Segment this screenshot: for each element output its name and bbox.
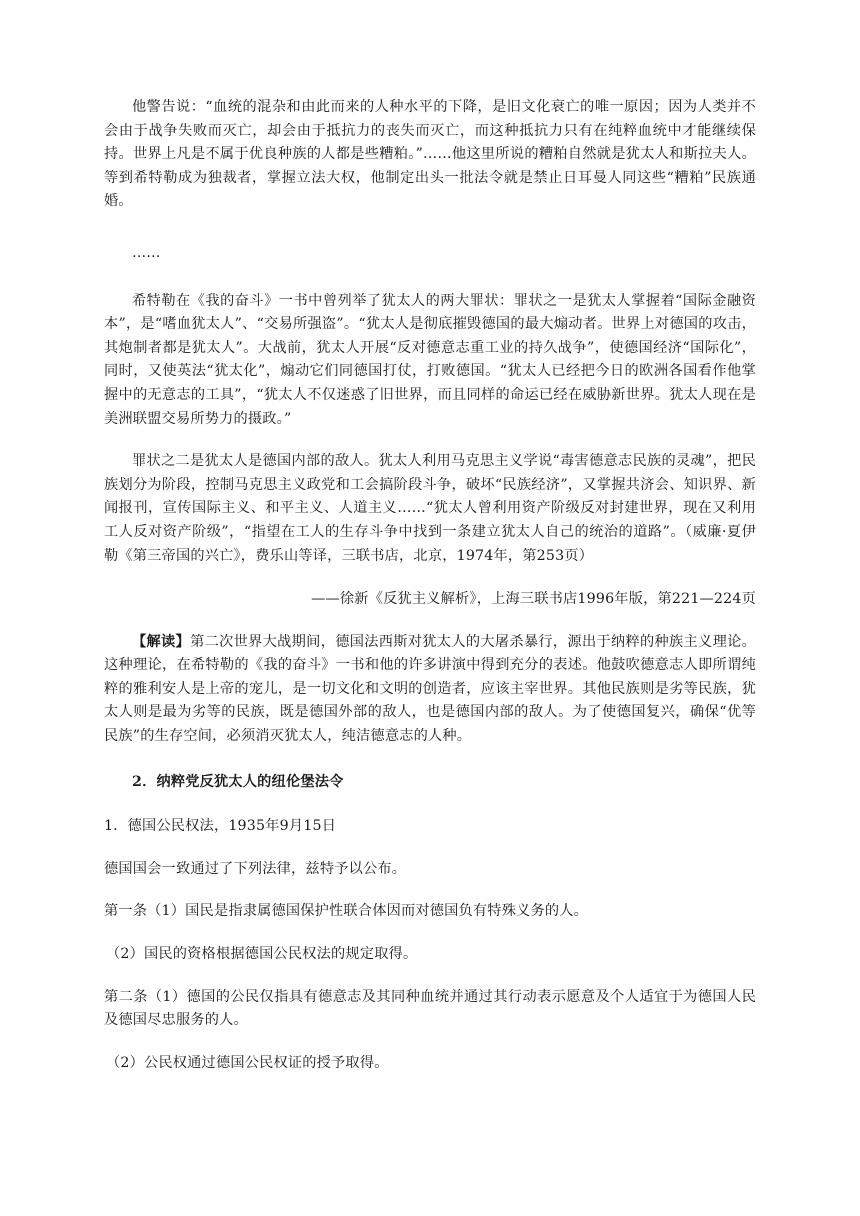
article-2-clause-1: 第二条（1）德国的公民仅指具有德意志及其同种血统并通过其行动表示愿意及个人适宜于为德国人民及德国尽忠服务的人。 [104, 988, 756, 1029]
paragraph-two-crimes: 希特勒在《我的奋斗》一书中曾列举了犹太人的两大罪状：罪状之一是犹太人掌握着“国际金融资本”，是“嗜血犹太人”、“交易所强盗”。“犹太人是彻底摧毁德国的最大煽动者。世界上对德国的攻击，其炮制者都是犹太人”。大战前，犹太人开展“反对德意志重工业的持久战争”，使德国经济“国际化”，同时，又使英法“犹太化”，煽动它们同德国打仗，打败德国。“犹太人已经把今日的欧洲各国看作他掌握中的无意志的工具”，“犹太人不仅迷惑了旧世界，而且同样的命运已经在威胁新世界。犹太人现在是美洲联盟交易所势力的摄政。” [104, 292, 756, 427]
ellipsis-separator: …… [132, 244, 161, 261]
article-1-clause-1: 第一条（1）国民是指隶属德国保护性联合体因而对德国负有特殊义务的人。 [104, 903, 589, 920]
law-preamble: 德国国会一致通过了下列法律，兹特予以公布。 [104, 860, 407, 877]
paragraph-interpretation [104, 631, 756, 749]
section-heading: 2．纳粹党反犹太人的纽伦堡法令 [132, 773, 344, 790]
article-1-clause-2: （2）国民的资格根据德国公民权法的规定取得。 [106, 946, 418, 963]
interpretation-text: 第二次世界大战期间，德国法西斯对犹太人的大屠杀暴行，源出于纳粹的种族主义理论。这种理论，在希特勒的《我的奋斗》一书和他的许多讲演中得到充分的表述。他鼓吹德意志人即所谓纯粹的雅利安人是上帝的宠儿，是一切文化和文明的创造者，应该主宰世界。其他民族则是劣等民族，犹太人则是最为劣等的民族，既是德国外部的敌人，也是德国内部的敌人。为了使德国复兴，确保“优等民族”的生存空间，必须消灭犹太人，纯洁德意志的人种。 [104, 633, 756, 745]
law-title: 1．德国公民权法，1935年9月15日 [104, 818, 337, 835]
paragraph-quote-warning: 他警告说：“血统的混杂和由此而来的人种水平的下降，是旧文化衰亡的唯一原因；因为人类并不会由于战争失败而灭亡，却会由于抵抗力的丧失而灭亡，而这种抵抗力只有在纯粹血统中才能继续保持。世界上凡是不属于优良种族的人都是些糟粕。”……他这里所说的糟粕自然就是犹太人和斯拉夫人。等到希特勒成为独裁者，掌握立法大权，他制定出头一批法令就是禁止日耳曼人同这些“糟粕”民族通婚。 [104, 99, 756, 210]
source-citation: ——徐新《反犹主义解析》，上海三联书店1996年版，第221—224页 [311, 591, 756, 608]
paragraph-second-crime: 罪状之二是犹太人是德国内部的敌人。犹太人利用马克思主义学说“毒害德意志民族的灵魂”，把民族划分为阶段，控制马克思主义政党和工会搞阶段斗争，破坏“民族经济”，又掌握共济会、知识界、新闻报刊，宣传国际主义、和平主义、人道主义……“犹太人曾利用资产阶级反对封建世界，现在又利用工人反对资产阶级”，“指望在工人的生存斗争中找到一条建立犹太人自己的统治的道路”。（威廉·夏伊勒《第三帝国的兴亡》，费乐山等译，三联书店，北京，1974年，第253页） [104, 453, 756, 564]
document-page [104, 96, 756, 1075]
article-2-clause-2: （2）公民权通过德国公民权证的授予取得。 [106, 1054, 389, 1071]
interpretation-label: 【解读】 [132, 633, 191, 650]
